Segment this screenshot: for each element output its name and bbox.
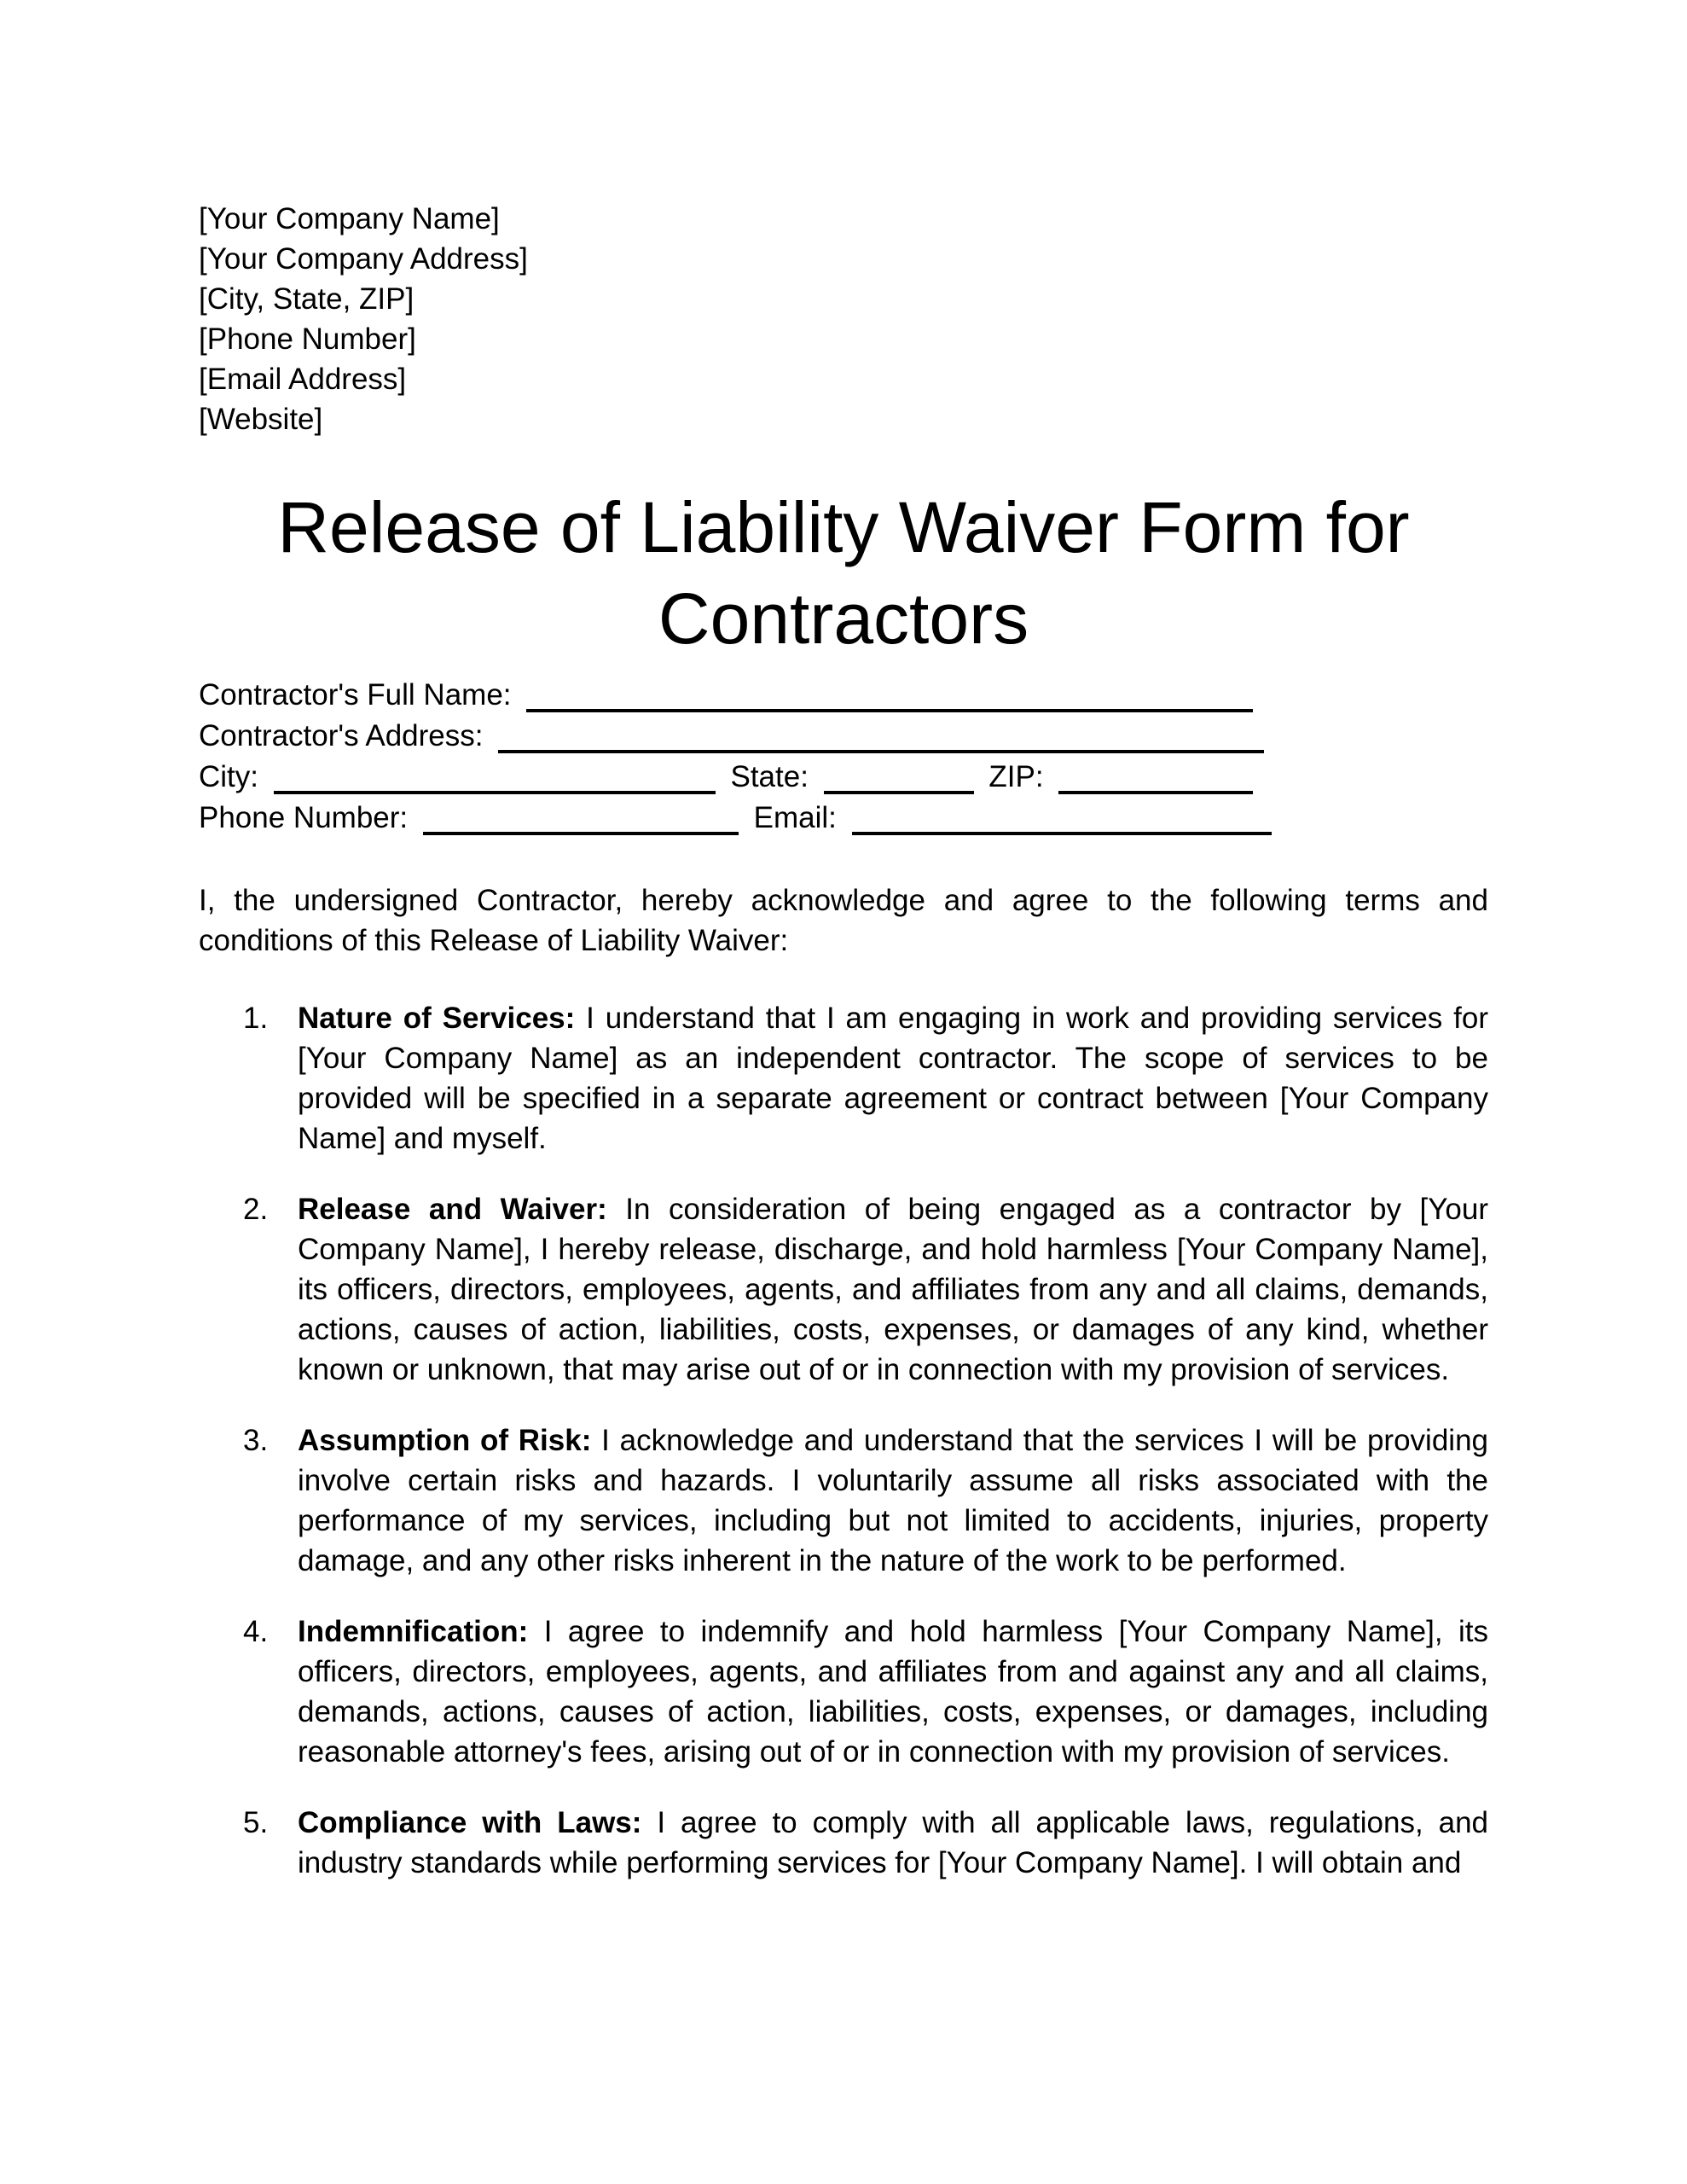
full-name-row: [199, 675, 1488, 716]
list-item-text: I agree to indemnify and hold harmless [Your Company Name], its officers, directors, employees, agents, and affiliates from and against any and all claims, demands, actions, causes of action, liabilities, costs, expenses, or damages, including reasonable attorney's fees, arising out of or in connection with my provision of services.: [298, 1615, 1488, 1769]
list-item-text: In consideration of being engaged as a contractor by [Your Company Name], I hereby release, discharge, and hold harmless [Your Company Name], its officers, directors, employees, agents, and affiliates from any and all claims, demands, actions, causes of action, liabilities, costs, expenses, or damages of any kind, whether known or unknown, that may arise out of or in connection with my provision of services.: [298, 1193, 1488, 1386]
list-item: [199, 1612, 1488, 1772]
zip-label: ZIP:: [988, 760, 1044, 793]
zip-blank-field[interactable]: [1058, 765, 1253, 794]
full-name-blank-field[interactable]: [526, 683, 1253, 712]
city-state-zip-row: [199, 757, 1488, 798]
state-blank-field[interactable]: [824, 765, 974, 794]
email-blank-field[interactable]: [852, 806, 1272, 835]
company-website-placeholder: [Website]: [199, 403, 323, 436]
company-address-block: [199, 199, 1488, 439]
list-item: [199, 998, 1488, 1159]
list-item-heading: Release and Waiver:: [298, 1193, 607, 1226]
list-item-number: 2.: [243, 1193, 269, 1226]
company-city-state-zip-placeholder: [City, State, ZIP]: [199, 282, 415, 316]
list-item-heading: Compliance with Laws:: [298, 1806, 642, 1839]
address-row: [199, 716, 1488, 757]
list-item-heading: Assumption of Risk:: [298, 1424, 592, 1457]
list-item-number: 1.: [243, 1002, 269, 1035]
list-item-number: 3.: [243, 1424, 269, 1457]
document-title: Release of Liability Waiver Form for Contractors: [277, 487, 1410, 659]
contractor-info-form: [199, 675, 1488, 839]
phone-label: Phone Number:: [199, 801, 409, 834]
list-item-number: 5.: [243, 1806, 269, 1839]
company-address-placeholder: [Your Company Address]: [199, 242, 528, 276]
email-label: Email:: [753, 801, 837, 834]
company-email-placeholder: [Email Address]: [199, 363, 407, 396]
phone-email-row: [199, 798, 1488, 839]
list-item-text: I agree to comply with all applicable laws, regulations, and industry standards while performing services for [Your Company Name]. I will obtain and: [298, 1806, 1488, 1879]
state-label: State:: [730, 760, 809, 793]
list-item-heading: Nature of Services:: [298, 1002, 576, 1035]
city-blank-field[interactable]: [274, 765, 716, 794]
full-name-label: Contractor's Full Name:: [199, 678, 512, 712]
list-item-text: I understand that I am engaging in work and providing services for [Your Company Name] as an independent contractor. The scope of services to be provided will be specified in a separate agreement or contract between [Your Company Name] and myself.: [298, 1002, 1488, 1155]
company-name-placeholder: [Your Company Name]: [199, 202, 500, 235]
intro-paragraph: I, the undersigned Contractor, hereby acknowledge and agree to the following terms and conditions of this Release of Liability Waiver:: [199, 884, 1488, 957]
list-item: [199, 1420, 1488, 1581]
list-item: [199, 1189, 1488, 1390]
address-blank-field[interactable]: [498, 724, 1264, 753]
list-item: [199, 1803, 1488, 1883]
city-label: City:: [199, 760, 258, 793]
address-label: Contractor's Address:: [199, 719, 484, 752]
phone-blank-field[interactable]: [423, 806, 739, 835]
list-item-heading: Indemnification:: [298, 1615, 529, 1648]
terms-list: [199, 998, 1488, 1883]
list-item-number: 4.: [243, 1615, 269, 1648]
list-item-text: I acknowledge and understand that the services I will be providing involve certain risks and hazards. I voluntarily assume all risks associated with the performance of my services, including but not limited to accidents, injuries, property damage, and any other risks inherent in the nature of the work to be performed.: [298, 1424, 1488, 1577]
company-phone-placeholder: [Phone Number]: [199, 322, 416, 356]
